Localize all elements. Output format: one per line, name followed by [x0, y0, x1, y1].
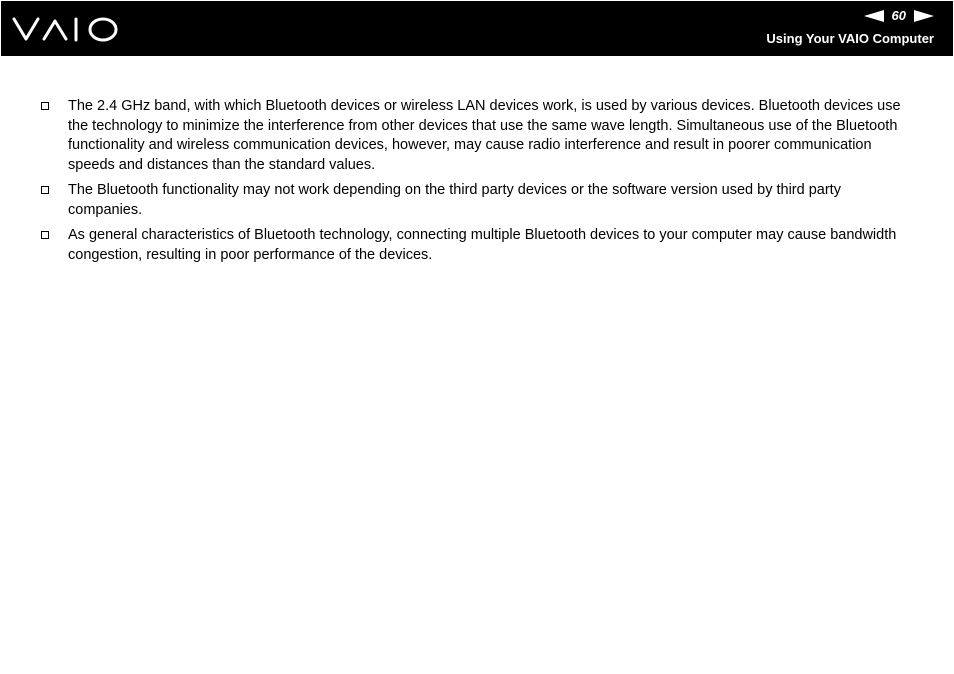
list-item — [40, 226, 916, 265]
list-item — [40, 181, 916, 220]
next-page-arrow-icon[interactable] — [914, 10, 934, 22]
page-header — [1, 1, 953, 56]
section-title: Using Your VAIO Computer — [766, 31, 934, 46]
checkbox-bullet-icon — [41, 186, 49, 194]
list-item-text: As general characteristics of Bluetooth technology, connecting multiple Bluetooth devices to your computer may cause bandwidth congestion, resulting in poor performance of the devices. — [68, 227, 897, 263]
page-content — [40, 97, 916, 271]
list-item-text: The Bluetooth functionality may not work depending on the third party devices or the software version used by third party companies. — [68, 182, 841, 218]
page-number: 60 — [891, 8, 906, 23]
page-navigation — [864, 8, 934, 24]
list-item-text: The 2.4 GHz band, with which Bluetooth devices or wireless LAN devices work, is used by various devices. Bluetooth devices use the technology to minimize the interference from other devices that use the same wave length. Simultaneous use of the Bluetooth functionality and wireless communication devices, however, may cause radio interference and result in poorer communication speeds and distances than the standard values. — [68, 98, 901, 173]
checkbox-bullet-icon — [41, 231, 49, 239]
list-item — [40, 97, 916, 175]
checkbox-bullet-icon — [41, 102, 49, 110]
prev-page-arrow-icon[interactable] — [864, 10, 884, 22]
vaio-logo — [12, 15, 122, 43]
bullet-list — [40, 97, 916, 265]
